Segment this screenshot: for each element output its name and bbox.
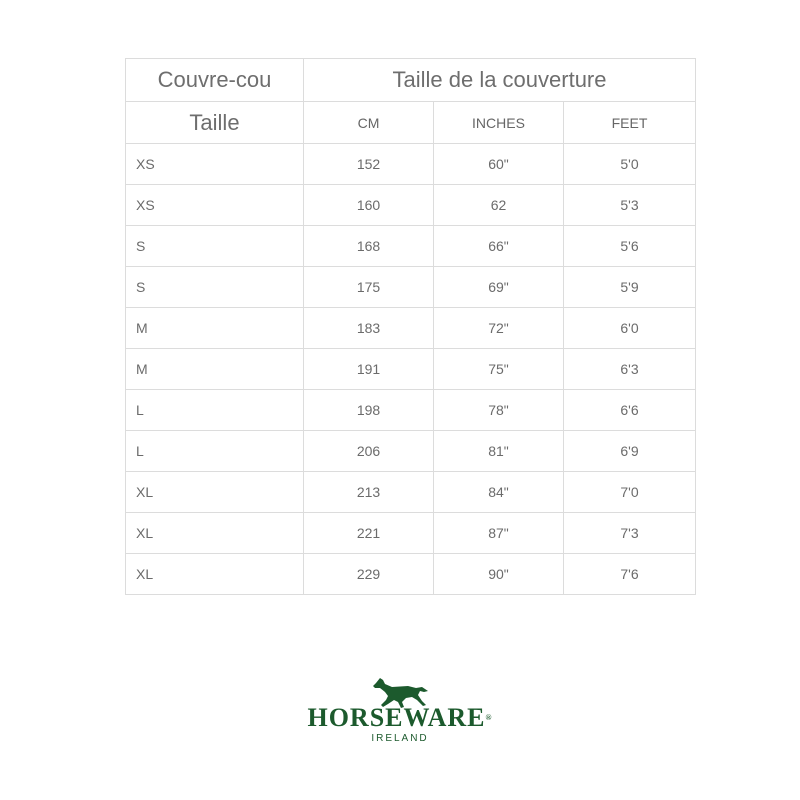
size-chart-table — [125, 58, 696, 595]
table-row — [126, 390, 696, 431]
inches-column-header: INCHES — [434, 102, 564, 144]
inches-cell: 66" — [434, 226, 564, 267]
size-cell: M — [126, 308, 304, 349]
inches-cell: 84" — [434, 472, 564, 513]
cm-cell: 152 — [304, 144, 434, 185]
cm-cell: 213 — [304, 472, 434, 513]
size-cell: XS — [126, 144, 304, 185]
size-cell: S — [126, 267, 304, 308]
horseware-logo — [300, 675, 500, 755]
inches-cell: 62 — [434, 185, 564, 226]
feet-cell: 7'3 — [564, 513, 696, 554]
cm-cell: 175 — [304, 267, 434, 308]
table-row — [126, 554, 696, 595]
inches-cell: 78" — [434, 390, 564, 431]
feet-cell: 5'9 — [564, 267, 696, 308]
feet-column-header: FEET — [564, 102, 696, 144]
size-cell: M — [126, 349, 304, 390]
feet-cell: 7'6 — [564, 554, 696, 595]
table-row — [126, 472, 696, 513]
inches-cell: 69" — [434, 267, 564, 308]
table-row — [126, 267, 696, 308]
feet-cell: 6'9 — [564, 431, 696, 472]
feet-cell: 5'6 — [564, 226, 696, 267]
size-cell: XL — [126, 513, 304, 554]
cm-cell: 191 — [304, 349, 434, 390]
feet-cell: 6'3 — [564, 349, 696, 390]
inches-cell: 90" — [434, 554, 564, 595]
table-row — [126, 513, 696, 554]
table-row — [126, 226, 696, 267]
feet-cell: 5'3 — [564, 185, 696, 226]
table-row — [126, 144, 696, 185]
inches-cell: 81" — [434, 431, 564, 472]
cm-cell: 168 — [304, 226, 434, 267]
cm-cell: 206 — [304, 431, 434, 472]
inches-cell: 75" — [434, 349, 564, 390]
table-row — [126, 349, 696, 390]
header-row-1 — [126, 59, 696, 102]
size-cell: XL — [126, 554, 304, 595]
blanket-size-header: Taille de la couverture — [304, 59, 696, 102]
table-row — [126, 431, 696, 472]
neck-cover-header: Couvre-cou — [126, 59, 304, 102]
cm-column-header: CM — [304, 102, 434, 144]
cm-cell: 160 — [304, 185, 434, 226]
feet-cell: 7'0 — [564, 472, 696, 513]
cm-cell: 198 — [304, 390, 434, 431]
cm-cell: 229 — [304, 554, 434, 595]
feet-cell: 6'0 — [564, 308, 696, 349]
size-cell: S — [126, 226, 304, 267]
size-cell: XL — [126, 472, 304, 513]
inches-cell: 87" — [434, 513, 564, 554]
cm-cell: 183 — [304, 308, 434, 349]
size-cell: XS — [126, 185, 304, 226]
feet-cell: 5'0 — [564, 144, 696, 185]
cm-cell: 221 — [304, 513, 434, 554]
feet-cell: 6'6 — [564, 390, 696, 431]
table-row — [126, 308, 696, 349]
inches-cell: 60" — [434, 144, 564, 185]
brand-name: HORSEWARE® — [307, 703, 493, 732]
header-row-2 — [126, 102, 696, 144]
size-cell: L — [126, 390, 304, 431]
inches-cell: 72" — [434, 308, 564, 349]
size-label-header: Taille — [126, 102, 304, 144]
table-row — [126, 185, 696, 226]
size-cell: L — [126, 431, 304, 472]
brand-country: IRELAND — [371, 733, 429, 744]
